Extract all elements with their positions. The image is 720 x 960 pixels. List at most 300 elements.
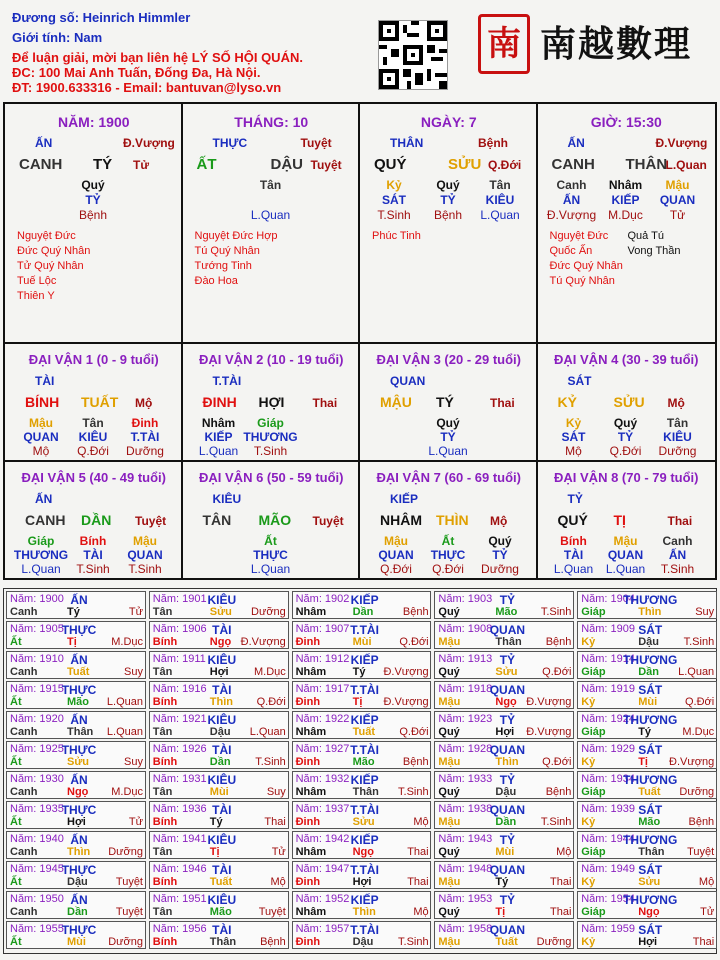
- year-state: Suy: [266, 786, 286, 798]
- year-stem: Tân: [152, 846, 173, 858]
- pillar-title: NĂM: 1900: [57, 114, 130, 130]
- year-label: Năm: 1911: [152, 653, 206, 665]
- four-pillars-chart: [3, 102, 717, 580]
- dai-van-cell: [360, 344, 538, 462]
- year-stem: Canh: [10, 846, 38, 858]
- dai-van-stem: NHÂM: [380, 512, 422, 528]
- year-cell: [577, 681, 717, 709]
- pillar-top-state: Đ.Vượng: [655, 136, 708, 150]
- year-cell: [149, 891, 289, 919]
- year-label: Năm: 1916: [152, 683, 207, 695]
- year-ten-god: QUAN: [489, 743, 526, 757]
- year-branch: Dậu: [67, 876, 88, 888]
- year-branch: Thìn: [67, 846, 91, 858]
- year-stem: Kỷ: [581, 816, 596, 828]
- year-cell: [149, 681, 289, 709]
- year-ten-god: QUAN: [489, 803, 526, 817]
- year-cell: [6, 711, 146, 739]
- year-branch: Hợi: [352, 876, 372, 888]
- year-cell: [149, 771, 289, 799]
- year-ten-god: ẤN: [70, 773, 88, 787]
- hidden-stem-text: Mậu: [29, 416, 53, 430]
- year-state: Đ.Vượng: [383, 666, 429, 678]
- year-branch: Tuất: [352, 726, 375, 738]
- year-state: M.Dục: [111, 636, 143, 648]
- year-stem: Quý: [438, 726, 460, 738]
- year-cell: [149, 711, 289, 739]
- year-ten-god: TỶ: [499, 833, 516, 847]
- star-text: Nguyệt Đức Hợp: [194, 230, 278, 242]
- year-branch: Dần: [209, 756, 231, 768]
- year-cell: [434, 801, 574, 829]
- year-stem: Canh: [10, 666, 38, 678]
- dai-van-cell: [5, 462, 183, 580]
- pillar-cell: [360, 104, 538, 344]
- year-state: Mộ: [413, 906, 429, 918]
- year-label: Năm: 1905: [10, 623, 64, 635]
- year-state: Đ.Vượng: [240, 636, 286, 648]
- year-stem: Bính: [152, 816, 178, 828]
- year-cell: [6, 741, 146, 769]
- star-text: Quả Tú: [627, 230, 664, 242]
- year-stem: Ất: [10, 876, 22, 888]
- dai-van-ten-god: TỶ: [567, 492, 583, 506]
- year-label: Năm: 1932: [295, 773, 350, 785]
- hidden-stem-text: ẤN: [562, 193, 581, 207]
- year-cell: [149, 651, 289, 679]
- year-cell: [292, 681, 432, 709]
- brand-logo: 南越數理: [540, 23, 693, 65]
- year-ten-god: TÀI: [212, 923, 232, 937]
- dai-van-branch: DẦN: [81, 512, 112, 528]
- year-stem: Quý: [438, 846, 460, 858]
- year-branch: Mùi: [67, 936, 86, 948]
- pillar-branch: THÂN: [625, 156, 668, 173]
- year-label: Năm: 1931: [152, 773, 207, 785]
- year-branch: Dậu: [638, 636, 659, 648]
- star-text: Tú Quý Nhân: [549, 275, 615, 287]
- year-branch: Dần: [67, 906, 88, 918]
- year-cell: [6, 891, 146, 919]
- year-ten-god: KIẾP: [350, 893, 379, 907]
- year-stem: Nhâm: [295, 786, 327, 798]
- year-cell: [292, 591, 432, 619]
- hidden-stem-text: Canh: [662, 534, 693, 548]
- year-stem: Mậu: [438, 816, 461, 828]
- year-ten-god: KIẾP: [350, 833, 379, 847]
- year-cell: [6, 591, 146, 619]
- star-text: Nguyệt Đức: [17, 230, 76, 242]
- year-branch: Thìn: [638, 606, 662, 618]
- year-state: Thai: [264, 816, 286, 828]
- pillar-top-state: Đ.Vượng: [123, 136, 175, 150]
- hidden-stem-text: Quý: [436, 416, 460, 430]
- year-ten-god: TỶ: [499, 713, 516, 727]
- year-label: Năm: 1928: [438, 743, 493, 755]
- year-stem: Quý: [438, 906, 460, 918]
- year-label: Năm: 1900: [10, 593, 64, 605]
- year-label: Năm: 1947: [295, 863, 350, 875]
- year-stem: Kỷ: [581, 876, 596, 888]
- year-cell: [434, 861, 574, 889]
- hidden-stem-text: Dưỡng: [126, 444, 164, 458]
- year-state: Bệnh: [260, 936, 286, 948]
- hidden-stem-text: L.Quan: [553, 562, 594, 576]
- year-stem: Mậu: [438, 936, 461, 948]
- year-label: Năm: 1958: [438, 923, 493, 935]
- year-branch: Mão: [638, 816, 661, 828]
- year-branch: Hợi: [209, 666, 229, 678]
- year-label: Năm: 1929: [581, 743, 635, 755]
- hidden-stem-text: Tân: [489, 178, 511, 192]
- year-ten-god: T.TÀI: [350, 863, 379, 877]
- year-label: Năm: 1920: [10, 713, 64, 725]
- dai-van-ten-god: TÀI: [35, 374, 55, 388]
- year-label: Năm: 1952: [295, 893, 350, 905]
- year-branch: Tý: [209, 816, 223, 828]
- year-label: Năm: 1915: [10, 683, 64, 695]
- year-ten-god: KIÊU: [207, 653, 237, 667]
- year-ten-god: KIẾP: [350, 593, 379, 607]
- year-state: Q.Đới: [399, 636, 429, 648]
- year-label: Năm: 1948: [438, 863, 493, 875]
- year-branch: Thân: [638, 846, 665, 858]
- hidden-stem-text: KIẾP: [611, 193, 640, 207]
- year-cell: [434, 771, 574, 799]
- year-branch: Tý: [352, 666, 366, 678]
- year-branch: Mão: [209, 906, 232, 918]
- year-stem: Đinh: [295, 756, 321, 768]
- hidden-stem-text: SÁT: [382, 193, 406, 207]
- year-stem: Quý: [438, 606, 460, 618]
- hidden-stem-text: Giáp: [27, 534, 55, 548]
- year-state: L.Quan: [106, 696, 143, 708]
- year-state: Mộ: [698, 876, 715, 888]
- year-ten-god: QUAN: [489, 863, 526, 877]
- year-cell: [292, 831, 432, 859]
- year-branch: Mão: [352, 756, 375, 768]
- star-text: Tuế Lộc: [17, 275, 57, 287]
- hidden-stem-text: Dưỡng: [658, 444, 697, 458]
- year-branch: Tị: [67, 636, 77, 648]
- year-ten-god: KIẾP: [350, 773, 379, 787]
- year-ten-god: TÀI: [212, 683, 232, 697]
- year-label: Năm: 1918: [438, 683, 493, 695]
- hidden-stem-text: QUAN: [127, 548, 163, 562]
- year-label: Năm: 1908: [438, 623, 493, 635]
- year-stem: Mậu: [438, 756, 461, 768]
- header: [0, 0, 720, 100]
- year-ten-god: SÁT: [638, 683, 663, 697]
- year-label: Năm: 1922: [295, 713, 350, 725]
- year-cell: [577, 891, 717, 919]
- year-stem: Canh: [10, 726, 38, 738]
- dai-van-state: Thai: [667, 514, 693, 528]
- hidden-stem-text: Bệnh: [78, 208, 108, 222]
- hidden-stem-text: T.Sinh: [76, 562, 110, 576]
- hidden-stem-text: L.Quan: [250, 208, 291, 222]
- hidden-stem-text: THỰC: [430, 548, 466, 562]
- star-text: Thiên Y: [17, 290, 55, 302]
- year-state: Mộ: [556, 846, 572, 858]
- year-branch: Ngọ: [352, 846, 374, 858]
- year-state: Bệnh: [402, 756, 429, 768]
- year-state: Thai: [549, 876, 572, 888]
- dai-van-branch: TUẤT: [81, 394, 119, 410]
- hidden-stem-text: L.Quan: [605, 562, 646, 576]
- year-label: Năm: 1950: [10, 893, 64, 905]
- year-state: T.Sinh: [255, 756, 286, 768]
- hidden-stem-text: TỶ: [85, 193, 101, 207]
- year-state: Đ.Vượng: [669, 756, 715, 768]
- pillar-title: THÁNG: 10: [234, 114, 309, 130]
- pillar-ten-god: ẤN: [35, 136, 53, 150]
- star-text: Tú Quý Nhân: [194, 245, 260, 257]
- year-label: Năm: 1959: [581, 923, 635, 935]
- year-branch: Mão: [67, 696, 89, 708]
- year-ten-god: THỰC: [61, 743, 97, 757]
- year-ten-god: ẤN: [70, 713, 88, 727]
- pillar-cell: [5, 104, 183, 344]
- dai-van-branch: HỢI: [258, 394, 285, 410]
- year-ten-god: THƯƠNG: [623, 593, 678, 607]
- year-branch: Tị: [495, 906, 506, 918]
- year-label: Năm: 1904: [581, 593, 635, 605]
- year-label: Năm: 1909: [581, 623, 635, 635]
- star-text: Quốc Ấn: [549, 245, 593, 257]
- year-ten-god: QUAN: [489, 683, 526, 697]
- year-cell: [434, 921, 574, 949]
- year-stem: Kỷ: [581, 636, 596, 648]
- year-branch: Sửu: [495, 666, 518, 678]
- dai-van-state: Mộ: [490, 514, 508, 528]
- hidden-stem-text: THƯƠNG: [243, 430, 298, 444]
- year-state: Q.Đới: [542, 666, 572, 678]
- hidden-stem-text: TÀI: [563, 548, 584, 562]
- year-stem: Đinh: [295, 636, 321, 648]
- year-state: Thai: [407, 876, 429, 888]
- year-ten-god: THỰC: [61, 623, 97, 637]
- year-ten-god: THỰC: [61, 863, 97, 877]
- year-ten-god: T.TÀI: [350, 683, 379, 697]
- hidden-stem-text: L.Quan: [428, 444, 468, 458]
- year-branch: Ngọ: [209, 636, 232, 648]
- year-ten-god: KIẾP: [350, 713, 379, 727]
- hidden-stem-text: L.Quan: [250, 562, 291, 576]
- qr-code-icon[interactable]: [378, 20, 448, 90]
- hidden-stem-text: KIÊU: [78, 430, 108, 444]
- year-cell: [434, 741, 574, 769]
- year-cell: [292, 861, 432, 889]
- year-label: Năm: 1910: [10, 653, 64, 665]
- year-cell: [292, 621, 432, 649]
- pillar-state: L.Quan: [665, 158, 707, 172]
- hidden-stem-text: T.Sinh: [128, 562, 162, 576]
- year-label: Năm: 1923: [438, 713, 493, 725]
- hidden-stem-text: Canh: [556, 178, 587, 192]
- year-label: Năm: 1906: [152, 623, 207, 635]
- hidden-stem-text: Q.Đới: [77, 444, 109, 458]
- year-branch: Thìn: [209, 696, 234, 708]
- year-ten-god: SÁT: [638, 863, 663, 877]
- year-label: Năm: 1902: [295, 593, 350, 605]
- year-ten-god: ẤN: [70, 833, 88, 847]
- year-state: L.Quan: [106, 726, 143, 738]
- year-state: Tử: [128, 816, 143, 828]
- year-stem: Bính: [152, 756, 178, 768]
- year-ten-god: TỶ: [499, 653, 516, 667]
- pillar-state: Tuyệt: [310, 158, 342, 172]
- year-label: Năm: 1925: [10, 743, 64, 755]
- year-state: T.Sinh: [398, 936, 429, 948]
- year-cell: [149, 621, 289, 649]
- hidden-stem-text: Mậu: [613, 534, 638, 548]
- year-branch: Ngọ: [638, 906, 660, 918]
- year-cell: [6, 681, 146, 709]
- hidden-stem-text: QUAN: [659, 193, 696, 207]
- year-cell: [577, 771, 717, 799]
- year-state: M.Dục: [254, 666, 286, 678]
- year-label: Năm: 1926: [152, 743, 207, 755]
- year-cell: [149, 921, 289, 949]
- year-branch: Dần: [352, 606, 374, 618]
- pillar-stem: CANH: [551, 156, 595, 173]
- year-branch: Thìn: [352, 906, 376, 918]
- year-state: Đ.Vượng: [526, 696, 572, 708]
- year-ten-god: KIÊU: [207, 833, 237, 847]
- year-stem: Bính: [152, 636, 178, 648]
- year-stem: Ất: [10, 816, 22, 828]
- year-cell: [577, 621, 717, 649]
- year-state: Suy: [124, 666, 143, 678]
- year-stem: Tân: [152, 726, 173, 738]
- hidden-stem-text: Tân: [259, 178, 282, 192]
- year-ten-god: TỶ: [499, 773, 516, 787]
- year-ten-god: THƯƠNG: [623, 713, 678, 727]
- year-label: Năm: 1939: [581, 803, 635, 815]
- dai-van-title: ĐẠI VẬN 1 (0 - 9 tuổi): [28, 352, 159, 367]
- year-ten-god: T.TÀI: [350, 623, 379, 637]
- year-stem: Ất: [10, 696, 22, 708]
- year-state: Suy: [124, 756, 143, 768]
- year-branch: Mùi: [352, 636, 372, 648]
- year-ten-god: TÀI: [212, 863, 232, 877]
- year-cell: [577, 801, 717, 829]
- year-label: Năm: 1957: [295, 923, 350, 935]
- year-stem: Đinh: [295, 696, 321, 708]
- year-ten-god: T.TÀI: [350, 743, 379, 757]
- hidden-stem-text: T.TÀI: [130, 430, 160, 444]
- year-cell: [6, 621, 146, 649]
- year-cell: [434, 891, 574, 919]
- year-ten-god: QUAN: [489, 923, 526, 937]
- year-ten-god: TỶ: [499, 893, 516, 907]
- hidden-stem-text: T.Sinh: [660, 562, 695, 576]
- year-branch: Sửu: [352, 816, 375, 828]
- year-ten-god: KIÊU: [207, 593, 237, 607]
- year-branch: Tuất: [495, 936, 518, 948]
- year-stem: Mậu: [438, 636, 461, 648]
- year-cell: [149, 831, 289, 859]
- year-ten-god: THỰC: [61, 803, 97, 817]
- hidden-stem-text: Ất: [264, 534, 277, 548]
- star-text: Tử Quý Nhân: [17, 260, 84, 272]
- pillar-state: Q.Đới: [488, 158, 522, 172]
- year-state: Thai: [549, 906, 572, 918]
- dai-van-cell: [360, 462, 538, 580]
- hidden-stem-text: Đ.Vượng: [546, 208, 597, 222]
- year-label: Năm: 1919: [581, 683, 635, 695]
- year-stem: Nhâm: [295, 606, 327, 618]
- year-state: Suy: [695, 606, 715, 618]
- year-state: Bệnh: [545, 786, 572, 798]
- year-branch: Mùi: [638, 696, 658, 708]
- year-cell: [577, 861, 717, 889]
- year-label: Năm: 1933: [438, 773, 493, 785]
- year-state: Dưỡng: [108, 936, 143, 948]
- year-branch: Tuất: [638, 786, 661, 798]
- year-stem: Kỷ: [581, 936, 596, 948]
- year-cell: [292, 921, 432, 949]
- year-stem: Bính: [152, 876, 178, 888]
- hidden-stem-text: Tử: [669, 208, 686, 222]
- dai-van-stem: KỶ: [557, 394, 577, 410]
- year-cell: [6, 921, 146, 949]
- pillar-branch: SỬU: [448, 156, 482, 173]
- pillar-ten-god: ẤN: [567, 136, 585, 150]
- year-stem: Quý: [438, 786, 460, 798]
- hidden-stem-text: KIÊU: [485, 193, 515, 207]
- hidden-stem-text: Nhâm: [201, 416, 236, 430]
- pillar-stem: CANH: [19, 156, 63, 173]
- year-branch: Dậu: [209, 726, 231, 738]
- year-branch: Hợi: [495, 726, 515, 738]
- year-cell: [434, 591, 574, 619]
- year-ten-god: THƯƠNG: [623, 653, 678, 667]
- year-stem: Giáp: [581, 906, 606, 918]
- year-branch: Thìn: [495, 756, 519, 768]
- star-text: Tướng Tinh: [194, 260, 252, 272]
- year-state: Bệnh: [545, 636, 572, 648]
- year-state: Dưỡng: [251, 606, 286, 618]
- year-cell: [6, 801, 146, 829]
- year-cell: [149, 801, 289, 829]
- hidden-stem-text: TỶ: [617, 430, 634, 444]
- hidden-stem-text: Đinh: [131, 416, 159, 430]
- pillar-ten-god: THỰC: [212, 136, 248, 150]
- year-cell: [434, 681, 574, 709]
- year-cell: [149, 591, 289, 619]
- hidden-stem-text: Nhâm: [608, 178, 643, 192]
- year-cell: [434, 711, 574, 739]
- hidden-stem-text: KIÊU: [663, 430, 692, 444]
- year-state: Mộ: [413, 816, 429, 828]
- pillar-branch: TÝ: [93, 156, 113, 173]
- year-stem: Nhâm: [295, 906, 327, 918]
- dai-van-title: ĐẠI VẬN 4 (30 - 39 tuổi): [554, 352, 699, 367]
- year-label: Năm: 1901: [152, 593, 207, 605]
- year-state: T.Sinh: [540, 816, 572, 828]
- address: ĐC: 100 Mai Anh Tuấn, Đống Đa, Hà Nội.: [12, 65, 261, 80]
- year-ten-god: KIÊU: [207, 893, 237, 907]
- dai-van-title: ĐẠI VẬN 3 (20 - 29 tuổi): [376, 352, 521, 367]
- year-state: Dưỡng: [536, 936, 572, 948]
- year-branch: Thân: [352, 786, 379, 798]
- year-label: Năm: 1935: [10, 803, 64, 815]
- year-branch: Tị: [352, 696, 363, 708]
- year-stem: Kỷ: [581, 696, 596, 708]
- year-state: Q.Đới: [399, 726, 429, 738]
